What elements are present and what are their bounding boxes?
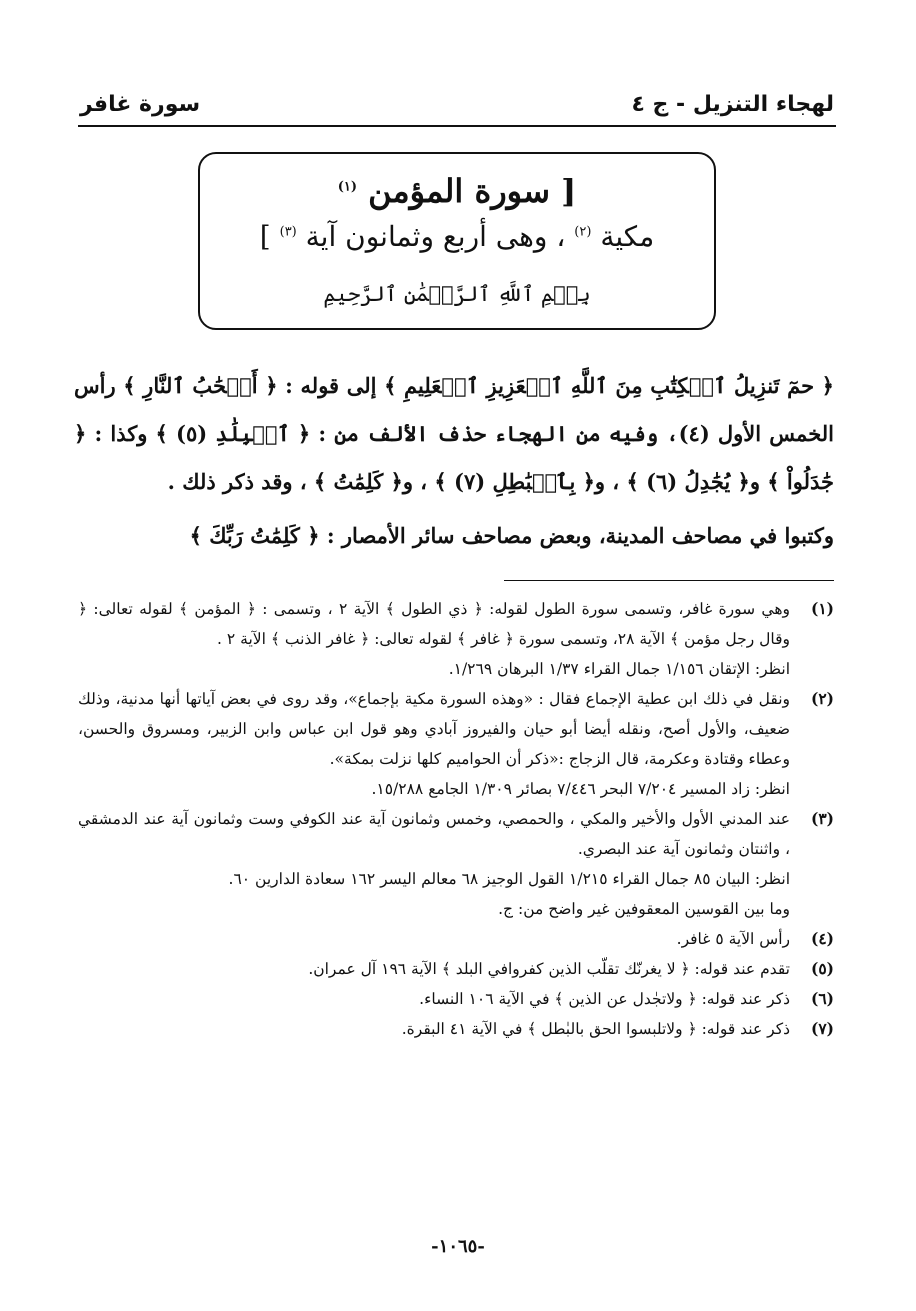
footnote-text: ونقل في ذلك ابن عطية الإجماع فقال : «وهذه السورة مكية بإجماع»، وقد روى في بعض آياتها أنها مدنية، وذلك ضعيف، والأول أصح، ونقله أيضا أبو حيان والفيروز آبادي وهو قول ابن عباس وابن الزبير، ومسروق والحسن، وعطاء وقتادة وعكرمة، قال الزجاج :«ذكر أن الحواميم كلها نزلت بمكة». bbox=[78, 690, 790, 768]
footnote-3 bbox=[78, 804, 834, 924]
footnote-5 bbox=[78, 954, 834, 984]
basmala: بِسۡمِ ٱللَّهِ ٱلرَّحۡمَٰنِ ٱلرَّحِيمِ bbox=[323, 282, 591, 306]
verse-count: ، وهى أربع وثمانون آية bbox=[305, 220, 566, 253]
footnote-7 bbox=[78, 1014, 834, 1044]
surah-title-text: [ سورة المؤمن bbox=[368, 172, 577, 210]
main-text bbox=[74, 362, 834, 560]
footnote-number: (٣) bbox=[810, 809, 834, 828]
footnote-text: وهي سورة غافر، وتسمى سورة الطول لقوله: ﴿ ذي الطول ﴾ الآية ٢ ، وتسمى : ﴿ المؤمن ﴾ لقوله تعالى: ﴿ وقال رجل مؤمن ﴾ الآية ٢٨، وتسمى سورة ﴿ غافر ﴾ لقوله تعالى: ﴿ غافر الذنب ﴾ الآية ٢ . bbox=[78, 600, 790, 648]
footnote-note: وما بين القوسين المعقوفين غير واضح من: ج. bbox=[498, 900, 790, 918]
header-divider bbox=[78, 125, 836, 127]
running-head-book-title: لهجاء التنزيل - ج ٤ bbox=[631, 92, 834, 117]
footnote-number: (٧) bbox=[810, 1019, 834, 1038]
footnote-ref-2: (٢) bbox=[574, 224, 592, 240]
main-paragraph-1: ﴿ حمٓ تَنزِيلُ ٱلۡكِتَٰبِ مِنَ ٱللَّهِ ٱلۡعَزِيزِ ٱلۡعَلِيمِ ﴾ إلى قوله : ﴿ أَصۡحَٰبُ ٱلنَّارِ ﴾ رأس الخمس الأول (٤)، وفيه من الهجاء حذف الألف من : ﴿ ٱلۡبِلَٰدِ (٥) ﴾ وكذا : ﴿ جَٰدَلُواْ ﴾ و﴿ يُجَٰدِلُ (٦) ﴾ ، و﴿ بِٱلۡبَٰطِلِ (٧) ﴾ ، و﴿ كَلِمَٰتُ ﴾ ، وقد ذكر ذلك . bbox=[74, 373, 834, 494]
footnotes bbox=[78, 594, 834, 1044]
footnote-ref-1: (١) bbox=[337, 179, 357, 195]
page-number: -١٠٦٥- bbox=[431, 1236, 485, 1257]
footnote-number: (٥) bbox=[810, 959, 834, 978]
footnote-6 bbox=[78, 984, 834, 1014]
footnote-reference: انظر: زاد المسير ٧/٢٠٤ البحر ٧/٤٤٦ بصائر ١/٣٠٩ الجامع ١٥/٢٨٨. bbox=[371, 780, 790, 798]
footnote-4 bbox=[78, 924, 834, 954]
footnote-text: تقدم عند قوله: ﴿ لا يغرنّك تقلّب الذين كفروافي البلد ﴾ الآية ١٩٦ آل عمران. bbox=[308, 960, 790, 978]
footnote-text: رأس الآية ٥ غافر. bbox=[676, 930, 790, 948]
surah-title bbox=[200, 172, 714, 210]
footnote-divider bbox=[504, 580, 834, 581]
surah-subtitle bbox=[200, 220, 714, 253]
footnote-ref-3: (٣) bbox=[279, 224, 297, 240]
footnote-reference: انظر: الإتقان ١/١٥٦ جمال القراء ١/٣٧ البرهان ١/٢٦٩. bbox=[448, 660, 790, 678]
running-head-surah-name: سورة غافر bbox=[80, 92, 201, 117]
main-paragraph-2: وكتبوا في مصاحف المدينة، وبعض مصاحف سائر الأمصار : ﴿ كَلِمَٰتُ رَبِّكَ ﴾ bbox=[189, 523, 834, 548]
footnote-reference: انظر: البيان ٨٥ جمال القراء ١/٢١٥ القول الوجيز ٦٨ معالم اليسر ١٦٢ سعادة الدارين ٦٠. bbox=[228, 870, 790, 888]
footnote-text: ذكر عند قوله: ﴿ ولاتجٰدل عن الذين ﴾ في الآية ١٠٦ النساء. bbox=[419, 990, 790, 1008]
footnote-number: (٦) bbox=[810, 989, 834, 1008]
footnote-number: (٤) bbox=[810, 929, 834, 948]
footnote-number: (٢) bbox=[810, 689, 834, 708]
footnote-text: عند المدني الأول والأخير والمكي ، والحمصي، وخمس وثمانون آية عند الكوفي وست وثمانون آية عند الدمشقي ، واثنتان وثمانون آية عند البصري. bbox=[78, 810, 790, 858]
closing-bracket: ] bbox=[259, 220, 271, 253]
footnote-2 bbox=[78, 684, 834, 804]
surah-title-box bbox=[198, 152, 716, 330]
footnote-1 bbox=[78, 594, 834, 684]
surah-type: مكية bbox=[600, 220, 655, 253]
footnote-text: ذكر عند قوله: ﴿ ولاتلبسوا الحق بالبٰطل ﴾ في الآية ٤١ البقرة. bbox=[401, 1020, 790, 1038]
footnote-number: (١) bbox=[810, 599, 834, 618]
